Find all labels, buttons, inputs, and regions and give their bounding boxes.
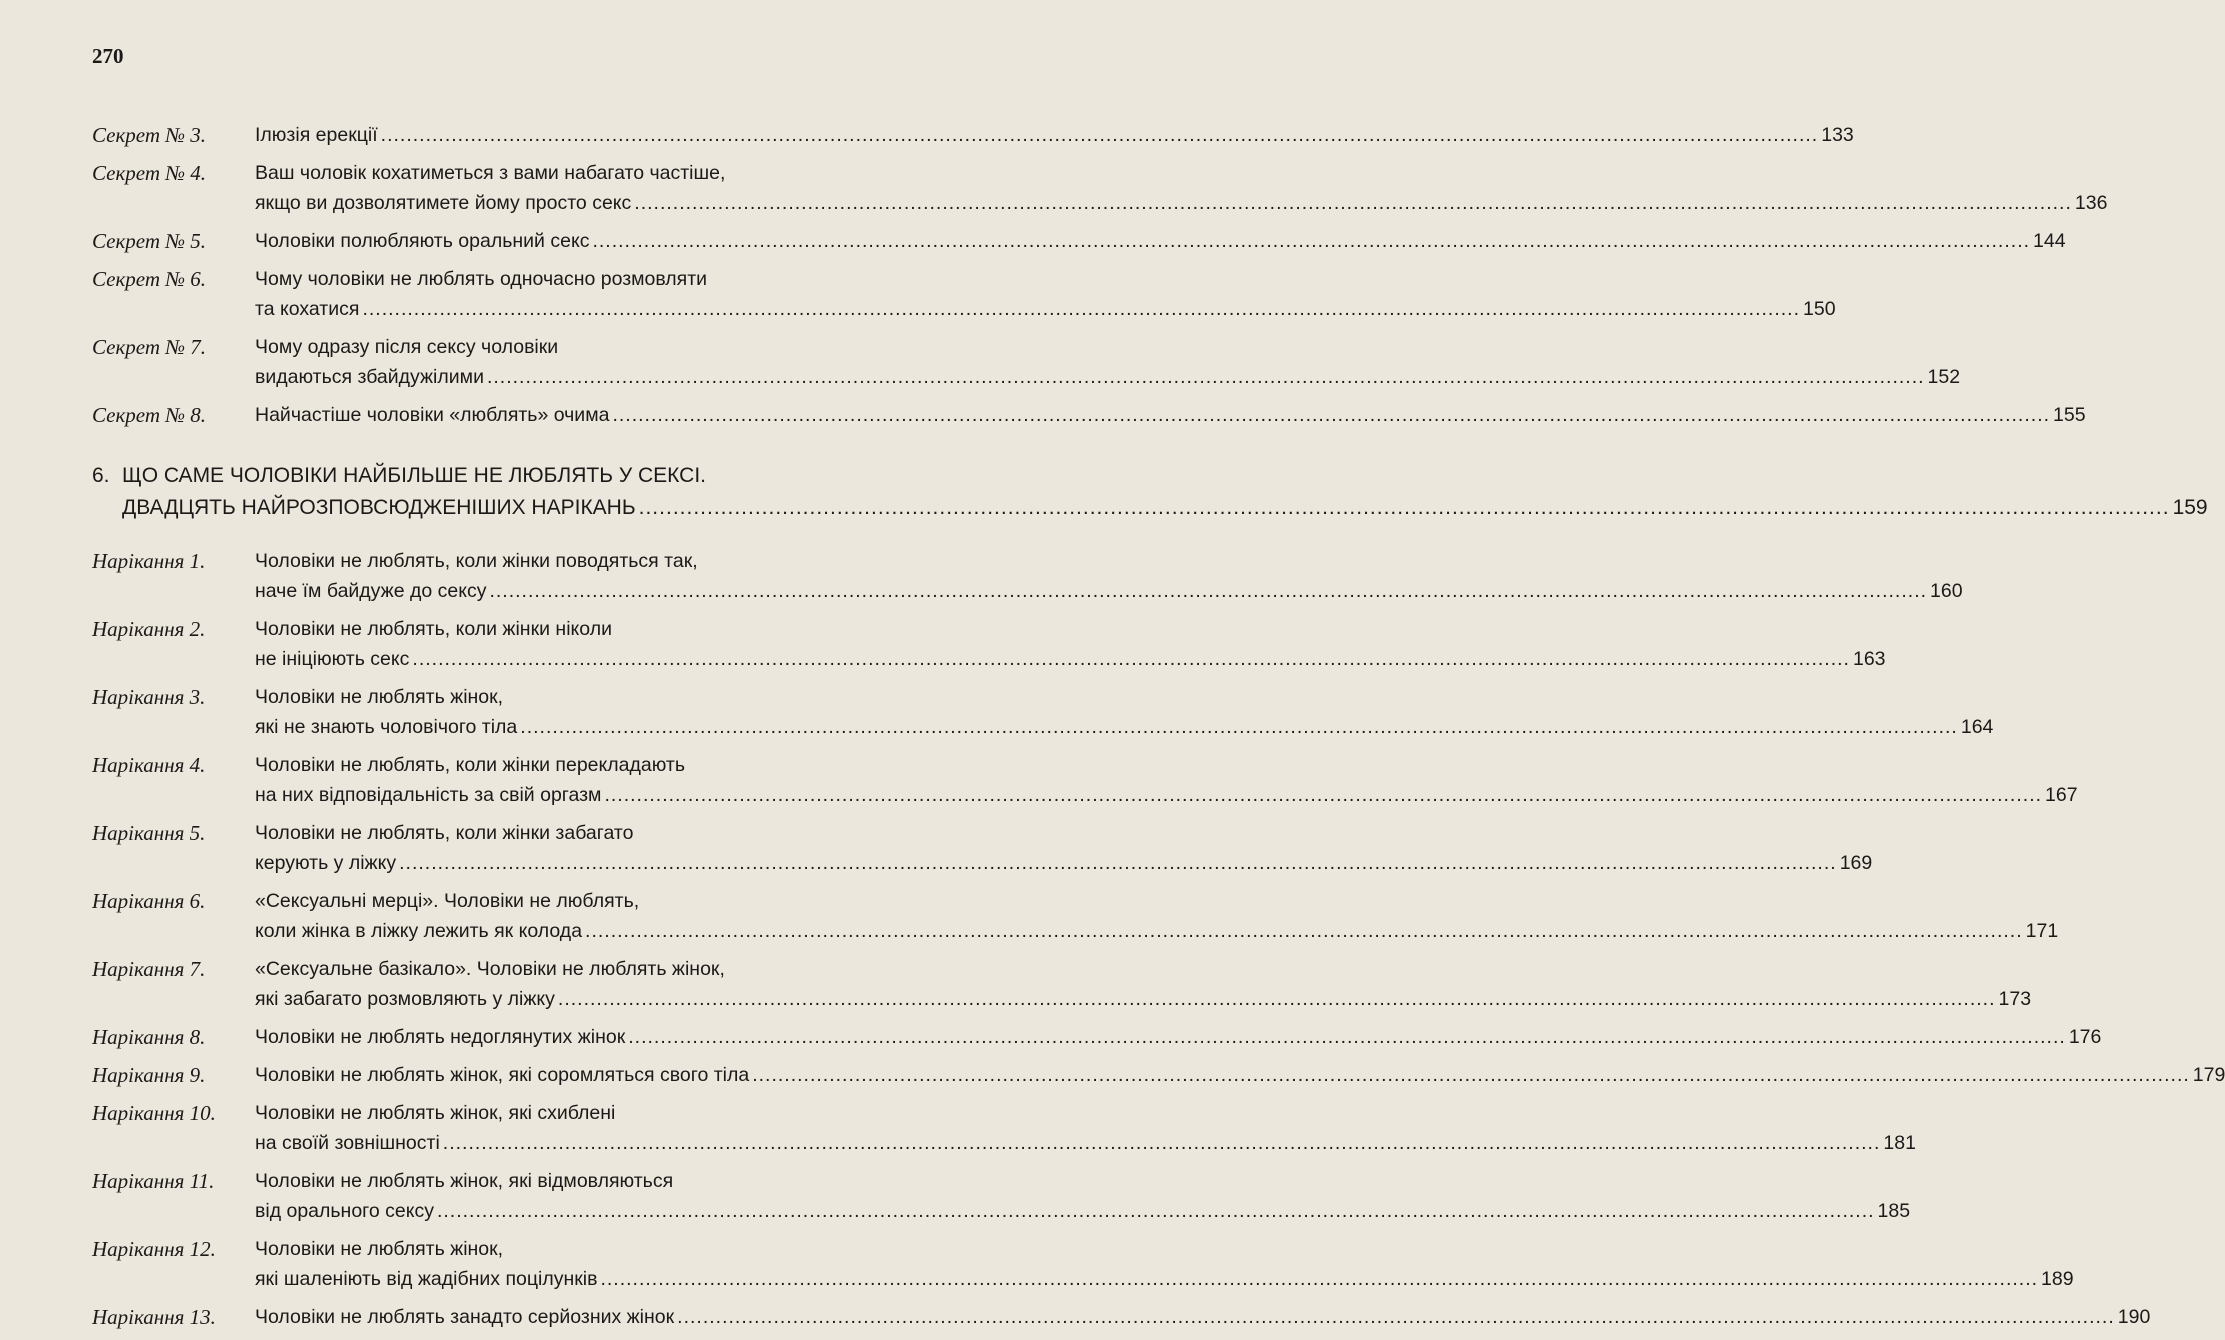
entry-body bbox=[255, 226, 2066, 256]
entry-page-number: 152 bbox=[1927, 366, 1961, 388]
entry-body bbox=[255, 614, 1886, 674]
entry-body bbox=[255, 750, 2078, 810]
entry-title-text: від орального сексу bbox=[255, 1200, 434, 1222]
entry-body bbox=[255, 400, 2086, 430]
leader-dots bbox=[604, 780, 2042, 810]
entry-body bbox=[255, 1302, 2150, 1332]
leader-dots bbox=[362, 294, 1800, 324]
entry-page-number: 179 bbox=[2192, 1064, 2225, 1086]
entry-title-line: Чоловіки не люблять жінок, які схиблені bbox=[255, 1102, 616, 1124]
entry-body bbox=[255, 954, 2031, 1014]
entry-page-number: 189 bbox=[2041, 1268, 2074, 1290]
entry-last-line bbox=[255, 1128, 1916, 1158]
leader-dots bbox=[628, 1022, 2066, 1052]
toc-entry[interactable] bbox=[92, 226, 2066, 256]
entry-title-text: які забагато розмовляють у ліжку bbox=[255, 988, 555, 1010]
entry-title-text: на них відповідальність за свій оргазм bbox=[255, 784, 602, 806]
entry-title-text: та кохатися bbox=[255, 298, 360, 320]
entry-title-text: Чоловіки не люблять недоглянутих жінок bbox=[255, 1026, 626, 1048]
entry-title-text: Чоловіки не люблять занадто серйозних жінок bbox=[255, 1306, 675, 1328]
toc-entry[interactable] bbox=[92, 1060, 2225, 1090]
entry-body bbox=[255, 546, 1963, 606]
entry-title-text: наче їм байдуже до сексу bbox=[255, 580, 487, 602]
secrets-list bbox=[92, 120, 2108, 430]
entry-label: Нарікання 9. bbox=[92, 1063, 206, 1087]
entry-body bbox=[255, 886, 2058, 946]
entry-label: Секрет № 4. bbox=[92, 161, 207, 185]
entry-title-line: Чому чоловіки не люблять одночасно розмовляти bbox=[255, 268, 708, 290]
entry-title-line: Чоловіки не люблять, коли жінки забагато bbox=[255, 822, 634, 844]
leader-dots bbox=[437, 1196, 1875, 1226]
toc-entry[interactable] bbox=[92, 332, 1961, 392]
entry-last-line bbox=[255, 120, 1854, 150]
entry-body bbox=[255, 1098, 1916, 1158]
entry-last-line bbox=[255, 400, 2086, 430]
entry-last-line bbox=[255, 1022, 2101, 1052]
entry-body bbox=[255, 1234, 2074, 1294]
leader-dots bbox=[612, 400, 2050, 430]
entry-page-number: 150 bbox=[1803, 298, 1836, 320]
toc-entry[interactable] bbox=[92, 1098, 1916, 1158]
entry-title-line: Чоловіки не люблять жінок, bbox=[255, 1238, 504, 1260]
entry-label: Нарікання 7. bbox=[92, 957, 206, 981]
toc-entry[interactable] bbox=[92, 400, 2086, 430]
entry-last-line bbox=[255, 362, 1960, 392]
leader-dots bbox=[600, 1264, 2038, 1294]
entry-body bbox=[255, 1166, 1910, 1226]
entry-title-text: які не знають чоловічого тіла bbox=[255, 716, 518, 738]
entry-label: Нарікання 12. bbox=[92, 1237, 216, 1261]
entry-title-text: які шаленіють від жадібних поцілунків bbox=[255, 1268, 598, 1290]
entry-label: Нарікання 13. bbox=[92, 1305, 216, 1329]
entry-label: Секрет № 6. bbox=[92, 267, 207, 291]
leader-dots bbox=[639, 492, 2170, 524]
leader-dots bbox=[399, 848, 1837, 878]
leader-dots bbox=[443, 1128, 1881, 1158]
entry-label: Нарікання 4. bbox=[92, 753, 206, 777]
entry-label: Секрет № 5. bbox=[92, 229, 207, 253]
entry-body bbox=[255, 264, 1836, 324]
chapter-number: 6. bbox=[92, 464, 110, 487]
entry-last-line bbox=[255, 226, 2066, 256]
leader-dots bbox=[412, 644, 1850, 674]
entry-page-number: 136 bbox=[2074, 192, 2108, 214]
leader-dots bbox=[487, 362, 1925, 392]
leader-dots bbox=[592, 226, 2030, 256]
entry-title-text: на своїй зовнішності bbox=[255, 1132, 440, 1154]
entry-body bbox=[255, 682, 1993, 742]
entry-label: Нарікання 3. bbox=[92, 685, 206, 709]
entry-last-line bbox=[255, 848, 1872, 878]
entry-title-line: Чоловіки не люблять жінок, які відмовляються bbox=[255, 1170, 674, 1192]
entry-page-number: 164 bbox=[1960, 716, 1994, 738]
leader-dots bbox=[489, 576, 1927, 606]
entry-title-line: «Сексуальні мерці». Чоловіки не люблять, bbox=[255, 890, 640, 912]
entry-page-number: 133 bbox=[1821, 124, 1854, 146]
leader-dots bbox=[752, 1060, 2190, 1090]
chapter-page: 159 bbox=[2172, 496, 2208, 519]
entry-page-number: 155 bbox=[2053, 404, 2086, 426]
entry-last-line bbox=[255, 576, 1963, 606]
entry-label: Нарікання 8. bbox=[92, 1025, 206, 1049]
toc-entry[interactable] bbox=[92, 120, 1854, 150]
entry-body bbox=[255, 1060, 2225, 1090]
entry-title-text: видаються збайдужілими bbox=[255, 366, 484, 388]
toc-entry[interactable] bbox=[92, 1166, 1911, 1226]
entry-title-line: Чоловіки не люблять, коли жінки ніколи bbox=[255, 618, 612, 640]
toc-entry[interactable] bbox=[92, 264, 1836, 324]
entry-page-number: 185 bbox=[1877, 1200, 1911, 1222]
entry-label: Нарікання 2. bbox=[92, 617, 206, 641]
entry-label: Нарікання 10. bbox=[92, 1101, 216, 1125]
toc-entry[interactable] bbox=[92, 614, 1886, 674]
chapter-title-line-1: ЩО САМЕ ЧОЛОВІКИ НАЙБІЛЬШЕ НЕ ЛЮБЛЯТЬ У СЕКСІ. bbox=[122, 464, 707, 487]
entry-page-number: 167 bbox=[2045, 784, 2078, 806]
leader-dots bbox=[677, 1302, 2115, 1332]
entry-last-line bbox=[255, 188, 2107, 218]
entry-body bbox=[255, 158, 2107, 218]
toc-entry[interactable] bbox=[92, 954, 2032, 1014]
entry-page-number: 171 bbox=[2025, 920, 2059, 942]
entry-title-line: Чоловіки не люблять, коли жінки поводяться так, bbox=[255, 550, 698, 572]
entry-body bbox=[255, 120, 1854, 150]
page-number: 270 bbox=[92, 44, 124, 68]
entry-body bbox=[255, 818, 1872, 878]
toc-entry[interactable] bbox=[92, 1022, 2102, 1052]
entry-page-number: 160 bbox=[1930, 580, 1963, 602]
toc-entry[interactable] bbox=[92, 546, 1963, 606]
entry-title-text: Чоловіки не люблять жінок, які соромляться свого тіла bbox=[255, 1064, 750, 1086]
entry-label: Нарікання 1. bbox=[92, 549, 206, 573]
table-of-contents bbox=[92, 120, 2225, 1340]
toc-entry[interactable] bbox=[92, 818, 1873, 878]
leader-dots bbox=[585, 916, 2023, 946]
complaints-list bbox=[92, 546, 2225, 1332]
toc-entry[interactable] bbox=[92, 1302, 2151, 1332]
leader-dots bbox=[520, 712, 1958, 742]
entry-last-line bbox=[255, 1302, 2150, 1332]
toc-entry[interactable] bbox=[92, 682, 1994, 742]
leader-dots bbox=[634, 188, 2072, 218]
entry-last-line bbox=[255, 644, 1886, 674]
entry-page-number: 176 bbox=[2068, 1026, 2102, 1048]
entry-body bbox=[255, 332, 1960, 392]
entry-title-text: керують у ліжку bbox=[255, 852, 397, 874]
entry-title-line: Чоловіки не люблять жінок, bbox=[255, 686, 504, 708]
toc-entry[interactable] bbox=[92, 750, 2078, 810]
entry-title-text: якщо ви дозволятимете йому просто секс bbox=[255, 192, 632, 214]
entry-label: Нарікання 6. bbox=[92, 889, 206, 913]
entry-title-text: коли жінка в ліжку лежить як колода bbox=[255, 920, 583, 942]
chapter-title-line-2: ДВАДЦЯТЬ НАЙРОЗПОВСЮДЖЕНІШИХ НАРІКАНЬ bbox=[122, 496, 636, 519]
entry-last-line bbox=[255, 294, 1836, 324]
entry-page-number: 181 bbox=[1883, 1132, 1916, 1154]
toc-entry[interactable] bbox=[92, 1234, 2074, 1294]
entry-label: Секрет № 7. bbox=[92, 335, 207, 359]
entry-last-line bbox=[255, 1264, 2074, 1294]
entry-page-number: 190 bbox=[2117, 1306, 2151, 1328]
entry-title-line: Ваш чоловік кохатиметься з вами набагато частіше, bbox=[255, 162, 726, 184]
entry-page-number: 144 bbox=[2033, 230, 2066, 252]
entry-last-line bbox=[255, 1060, 2225, 1090]
entry-last-line bbox=[255, 916, 2058, 946]
entry-label: Секрет № 3. bbox=[92, 123, 207, 147]
entry-title-text: Чоловіки полюбляють оральний секс bbox=[255, 230, 590, 252]
leader-dots bbox=[381, 120, 1819, 150]
entry-label: Нарікання 11. bbox=[92, 1169, 215, 1193]
entry-last-line bbox=[255, 712, 1993, 742]
entry-title-line: Чоловіки не люблять, коли жінки перекладають bbox=[255, 754, 685, 776]
toc-entry[interactable] bbox=[92, 886, 2059, 946]
entry-page-number: 173 bbox=[1998, 988, 2032, 1010]
entry-title-text: Найчастіше чоловіки «люблять» очима bbox=[255, 404, 610, 426]
entry-label: Нарікання 5. bbox=[92, 821, 206, 845]
entry-page-number: 169 bbox=[1839, 852, 1873, 874]
entry-page-number: 163 bbox=[1852, 648, 1886, 670]
entry-title-text: Ілюзія ерекції bbox=[255, 124, 378, 146]
chapter-heading[interactable] bbox=[92, 460, 2208, 524]
entry-body bbox=[255, 1022, 2101, 1052]
entry-label: Секрет № 8. bbox=[92, 403, 207, 427]
entry-last-line bbox=[255, 984, 2031, 1014]
leader-dots bbox=[558, 984, 1996, 1014]
entry-last-line bbox=[255, 780, 2078, 810]
entry-title-line: «Сексуальне базікало». Чоловіки не люблять жінок, bbox=[255, 958, 725, 980]
toc-entry[interactable] bbox=[92, 158, 2108, 218]
entry-title-text: не ініціюють секс bbox=[255, 648, 410, 670]
entry-last-line bbox=[255, 1196, 1910, 1226]
entry-title-line: Чому одразу після сексу чоловіки bbox=[255, 336, 559, 358]
